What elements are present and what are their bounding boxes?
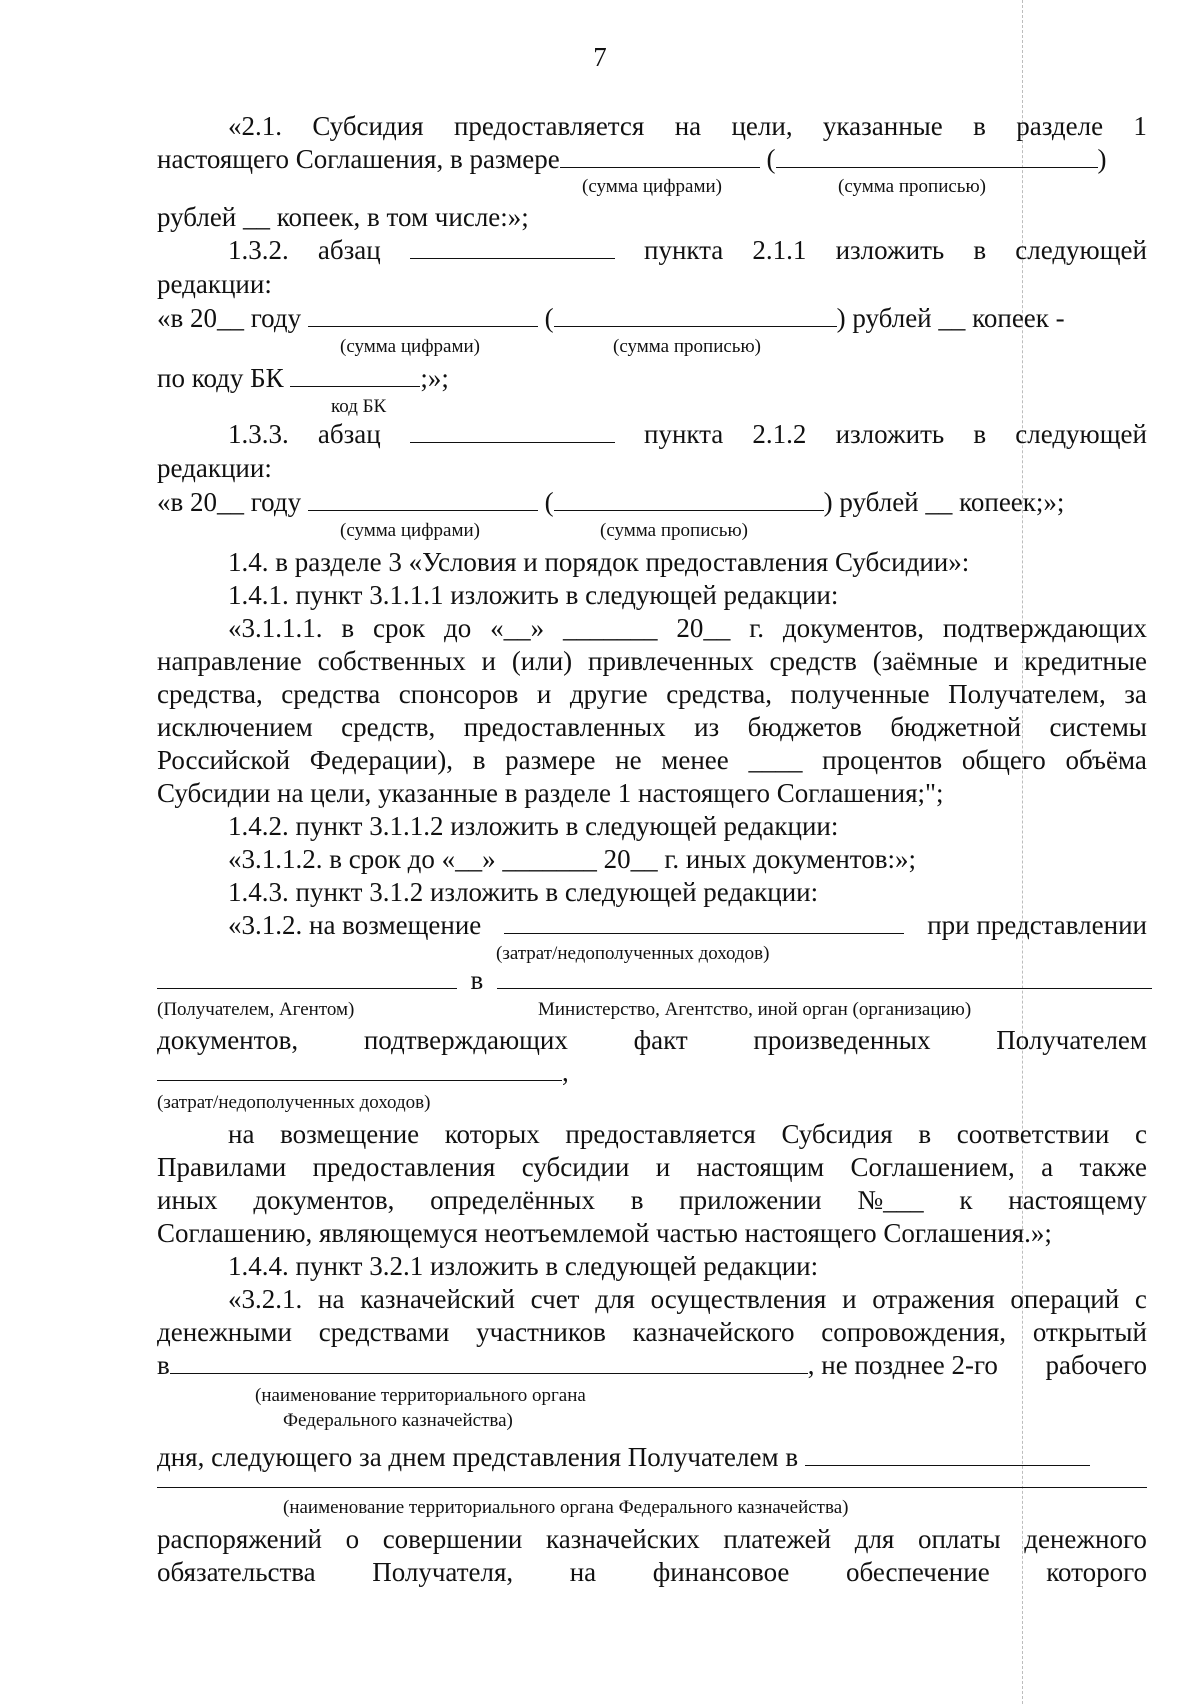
para-3-1-1-1-line3: средства, средства спонсоров и другие средства, полученные Получателем, за [157,679,1147,709]
para-3-1-2-line5: на возмещение которых предоставляется Субсидия в соответствии с [228,1119,1147,1149]
item-1-3-2-amount: «в 20__ году ( ) рублей __ копеек - [157,303,1065,333]
caption-sum-digits-2: (сумма цифрами) [340,336,480,357]
item-1-4: 1.4. в разделе 3 «Условия и порядок предоставления Субсидии»: [228,547,970,577]
para-3-1-2-line6: Правилами предоставления субсидии и настоящим Соглашением, а также [157,1152,1147,1182]
caption-sum-digits-1: (сумма цифрами) [582,176,722,197]
page-number: 7 [593,42,607,72]
item-1-4-2: 1.4.2. пункт 3.1.1.2 изложить в следующей редакции: [228,811,839,841]
para-3-1-2-line7: иных документов, определённых в приложении №___ к настоящему [157,1185,1147,1215]
item-1-3-3-amount: «в 20__ году ( ) рублей __ копеек;»; [157,487,1065,517]
para-3-1-2-line3: документов, подтверждающих факт произведенных Получателем [157,1025,1147,1055]
para-3-1-2-line8: Соглашению, являющемуся неотъемлемой частью настоящего Соглашения.»; [157,1218,1052,1248]
para-3-1-2-line1: «3.1.2. на возмещение при представлении [228,910,1147,940]
item-1-4-4: 1.4.4. пункт 3.2.1 изложить в следующей редакции: [228,1251,819,1281]
para-3-2-1-line1: «3.2.1. на казначейский счет для осуществления и отражения операций с [228,1284,1147,1314]
bk-code-line: по коду БК ;»; [157,363,449,393]
caption-bk-code: код БК [331,396,387,417]
para-3-2-1-line2: денежными средствами участников казначейского сопровождения, открытый [157,1317,1147,1347]
para-3-1-1-2: «3.1.1.2. в срок до «__» _______ 20__ г. иных документов:»; [228,844,916,874]
caption-sum-words-2: (сумма прописью) [613,336,761,357]
item-1-3-2: 1.3.2. абзац пункта 2.1.1 изложить в следующей [228,235,1147,265]
item-1-4-1: 1.4.1. пункт 3.1.1.1 изложить в следующей редакции: [228,580,839,610]
para-2-1-line1: «2.1. Субсидия предоставляется на цели, указанные в разделе 1 [228,111,1147,141]
caption-ministry: Министерство, Агентство, иной орган (организацию) [538,999,972,1020]
caption-sum-words-3: (сумма прописью) [600,520,748,541]
para-3-1-1-1-line4: исключением средств, предоставленных из бюджетов бюджетной системы [157,712,1147,742]
caption-recipient-agent: (Получателем, Агентом) [157,999,355,1020]
para-3-2-1-line5: распоряжений о совершении казначейских платежей для оплаты денежного [157,1524,1147,1554]
item-1-3-3-cont: редакции: [157,453,272,483]
item-1-3-3: 1.3.3. абзац пункта 2.1.2 изложить в следующей [228,419,1147,449]
caption-treasury-name-full: (наименование территориального органа Федерального казначейства) [283,1497,849,1518]
caption-sum-words-1: (сумма прописью) [838,176,986,197]
para-3-2-1-line6: обязательства Получателя, на финансовое обеспечение которого [157,1557,1147,1587]
para-2-1-line3: рублей __ копеек, в том числе:»; [157,202,529,232]
para-3-1-1-1-line5: Российской Федерации), в размере не менее ____ процентов общего объёма [157,745,1147,775]
para-3-1-1-1-line1: «3.1.1.1. в срок до «__» _______ 20__ г. документов, подтверждающих [228,613,1147,643]
blank-line-treasury [157,1487,1147,1488]
caption-sum-digits-3: (сумма цифрами) [340,520,480,541]
para-3-1-2-line4: , [157,1056,569,1088]
para-3-2-1-line4: дня, следующего за днем представления Получателем в [157,1441,1090,1473]
caption-treasury-name-2: Федерального казначейства) [283,1410,513,1431]
item-1-3-2-cont: редакции: [157,269,272,299]
para-3-1-2-line2: в [157,964,1152,996]
para-2-1-line2: настоящего Соглашения, в размере ( ) [157,144,1107,174]
caption-costs: (затрат/недополученных доходов) [496,943,770,964]
para-3-2-1-line3: в , не позднее 2-го рабочего [157,1350,1147,1380]
para-3-1-1-1-line2: направление собственных и (или) привлеченных средств (заёмные и кредитные [157,646,1147,676]
caption-costs-2: (затрат/недополученных доходов) [157,1092,431,1113]
para-3-1-1-1-line6: Субсидии на цели, указанные в разделе 1 настоящего Соглашения;"; [157,778,944,808]
item-1-4-3: 1.4.3. пункт 3.1.2 изложить в следующей редакции: [228,877,819,907]
caption-treasury-name-1: (наименование территориального органа [255,1385,586,1406]
